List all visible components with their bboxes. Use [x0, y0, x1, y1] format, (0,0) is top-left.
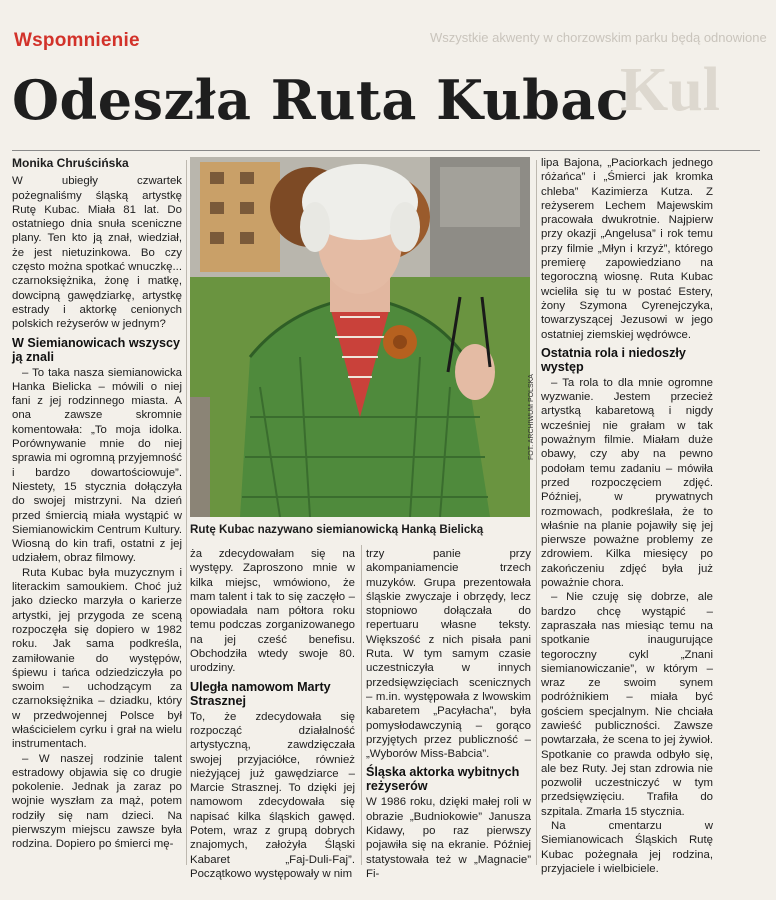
paragraph: – Nie czuję się dobrze, ale bardzo chcę wystąpić – zapraszała nas miesiąc temu na spotkanie inaugurujące tegoroczny cykl „Znani siemianowiczanie”, w którym – wraz ze swoim synem podróżnikiem – miała być gościem specjalnym. Nie chciała zawieść publiczności. Zawsze powtarzała, że scena to jej żywioł. Spotkanie co prawda odbyło się, ale bez Ruty. Jej stan zdrowia nie pozwolił uczestniczyć w tym przedsięwzięciu. Trafiła do szpitala. Zmarła 15 stycznia. [541, 591, 713, 818]
column-separator [186, 160, 187, 865]
subheading: W Siemianowicach wszyscy ją znali [12, 335, 180, 364]
column-4 [541, 156, 713, 876]
bleed-through-text: Wszystkie akwenty w chorzowskim parku będą odnowione [430, 30, 767, 45]
column-separator [536, 160, 537, 865]
paragraph: W ubiegły czwartek pożegnaliśmy śląską artystkę Rutę Kubac. Miała 81 lat. Do ostatniego dnia snuła sceniczne plany. Ten kto ją znał, wiedział, że jest nietuzinkowa. Bo czy często można spotkać wnuczkę... czarnoksiężnika, żonę i matkę, dowcipną gawędziarkę, artystkę estrady i aktorkę cenionych polskich reżyserów w jednym? [12, 175, 182, 331]
photo-credit: FOT. ARCHIWUM POLSKA [528, 374, 535, 460]
portrait-illustration [190, 157, 530, 517]
column-3 [366, 547, 531, 881]
bleed-through-headline: Kul [620, 56, 720, 124]
article-headline: Odeszła Ruta Kubac [12, 68, 630, 132]
paragraph: Na cmentarzu w Siemianowicach Śląskich Rutę Kubac pożegnała jej rodzina, przyjaciele i wielbiciele. [541, 820, 713, 875]
subheading: Ostatnia rola i niedoszły występ [541, 345, 686, 374]
subheading: Uległa namowom Marty Strasznej [190, 679, 331, 708]
column-2 [190, 547, 355, 881]
paragraph: ża zdecydowałam się na występy. Zaproszono mnie w kilka miejsc, wmówiono, że mam talent i tak to się zaczęło – opowiadała nam półtora roku temu podczas zorganizowanego na jej cześć benefisu. Obchodziła wtedy swoje 80. urodziny. [190, 548, 355, 675]
paragraph: lipa Bajona, „Paciorkach jednego różańca” i „Śmierci jak kromka chleba” Kazimierza Kutza. Z reżyserem Lechem Majewskim pracowała dwukrotnie. Najpierw przy okazji „Angelusa” i rok temu przy filmie „Młyn i krzyż”, którego premierę zapowiedziano na tegoroczną wiosnę. Ruta Kubac wcieliła się tu w postać Estery, żony Szymona Cyrenejczyka, towarzyszącej Jezusowi w jego ostatniej ziemskiej wędrówce. [541, 157, 713, 341]
paragraph: To, że zdecydowała się rozpocząć działalność artystyczną, zawdzięczała swojej przyjaciółce, również nieżyjącej już gawędziarce – Marcie Strasznej. To dzięki jej namowom zdecydowała się napisać kilka śląskich gawęd. Potem, wraz z grupą dobrych znajomych, założyła Śląski Kabaret „Faj-Duli-Faj”. Początkowo występowały w nim [190, 710, 355, 880]
author-byline: Monika Chruścińska [12, 156, 129, 170]
photo-caption: Rutę Kubac nazywano siemianowicką Hanką Bielicką [190, 523, 484, 536]
subheading: Śląska aktorka wybitnych reżyserów [366, 765, 520, 794]
paragraph: W 1986 roku, dzięki małej roli w obrazie „Budniokowie” Janusza Kidawy, po raz pierwszy pojawiła się na ekranie. Później statystowała też w „Magnacie” Fi- [366, 796, 531, 880]
paragraph: Ruta Kubac była muzycznym i literackim samoukiem. Choć już jako dziecko marzyła o karierze artystki, jej przygoda ze sceną rozpoczęła się dopiero w 1982 roku. Jak sama podkreśla, zamiłowanie do występów, śpiewu i tańca odziedziczyła po swoim – uchodzącym za czarnoksiężnika – dziadku, który w przedwojennej Polsce był właścicielem cyrku i grał na wielu instrumentach. [12, 566, 182, 751]
paragraph: – To taka nasza siemianowicka Hanka Bielicka – mówili o niej fani z jej rodzinnego miasta. A ona zawsze skromnie komentowała: „To moja idolka. Porównywanie mnie do niej sprawia mi ogromną przyjemność i bardzo dowartościowuje”. Niestety, 15 stycznia dołączyła do swojej mistrzyni. Na dzień przed śmiercią miała wystąpić w Siemianowickim Centrum Kultury. Wiosną do kin trafi, ostatni z jej udziałem, obraz filmowy. [12, 366, 182, 565]
header-rule [12, 150, 760, 151]
column-separator [361, 545, 362, 865]
section-kicker: Wspomnienie [14, 30, 140, 51]
paragraph: trzy panie przy akompaniamencie trzech muzyków. Grupa prezentowała śląskie zwyczaje i obrzędy, lecz stopniowo dołączała do repertuaru własne teksty. Większość z nich pisała pani Ruta. W tym samym czasie uczestniczyła w innych przedsięwzięciach scenicznych – m.in. występowała z lwowskim kabaretem „Pacyłacha”, była pomysłodawczynią – gorąco przyjętych przez publiczność – „Wyborów Miss-Babcia”. [366, 548, 531, 761]
paragraph: – W naszej rodzinie talent estradowy objawia się co drugie pokolenie. Jednak ja zaraz po wojnie wyszłam za mąż, potem rodziły się nam dzieci. Na pierwszym miejscu zawsze była rodzina. Dopiero po śmierci mę- [12, 752, 182, 851]
portrait-photo [190, 157, 530, 517]
paragraph: – Ta rola to dla mnie ogromne wyzwanie. Jestem przecież artystką kabaretową i nigdy wcześniej nie grałam w tak poważnym filmie. Miałam duże obawy, czy aby na pewno podołam temu zadaniu – mówiła przed rozpoczęciem zdjęć. Później, w prywatnych rozmowach, podkreślała, że to właśnie na planie pojawiły się jej pierwsze poważne problemy ze zdrowiem. Kilka miesięcy po zakończeniu zdjęć była już poważnie chora. [541, 376, 713, 590]
column-1 [12, 156, 182, 852]
